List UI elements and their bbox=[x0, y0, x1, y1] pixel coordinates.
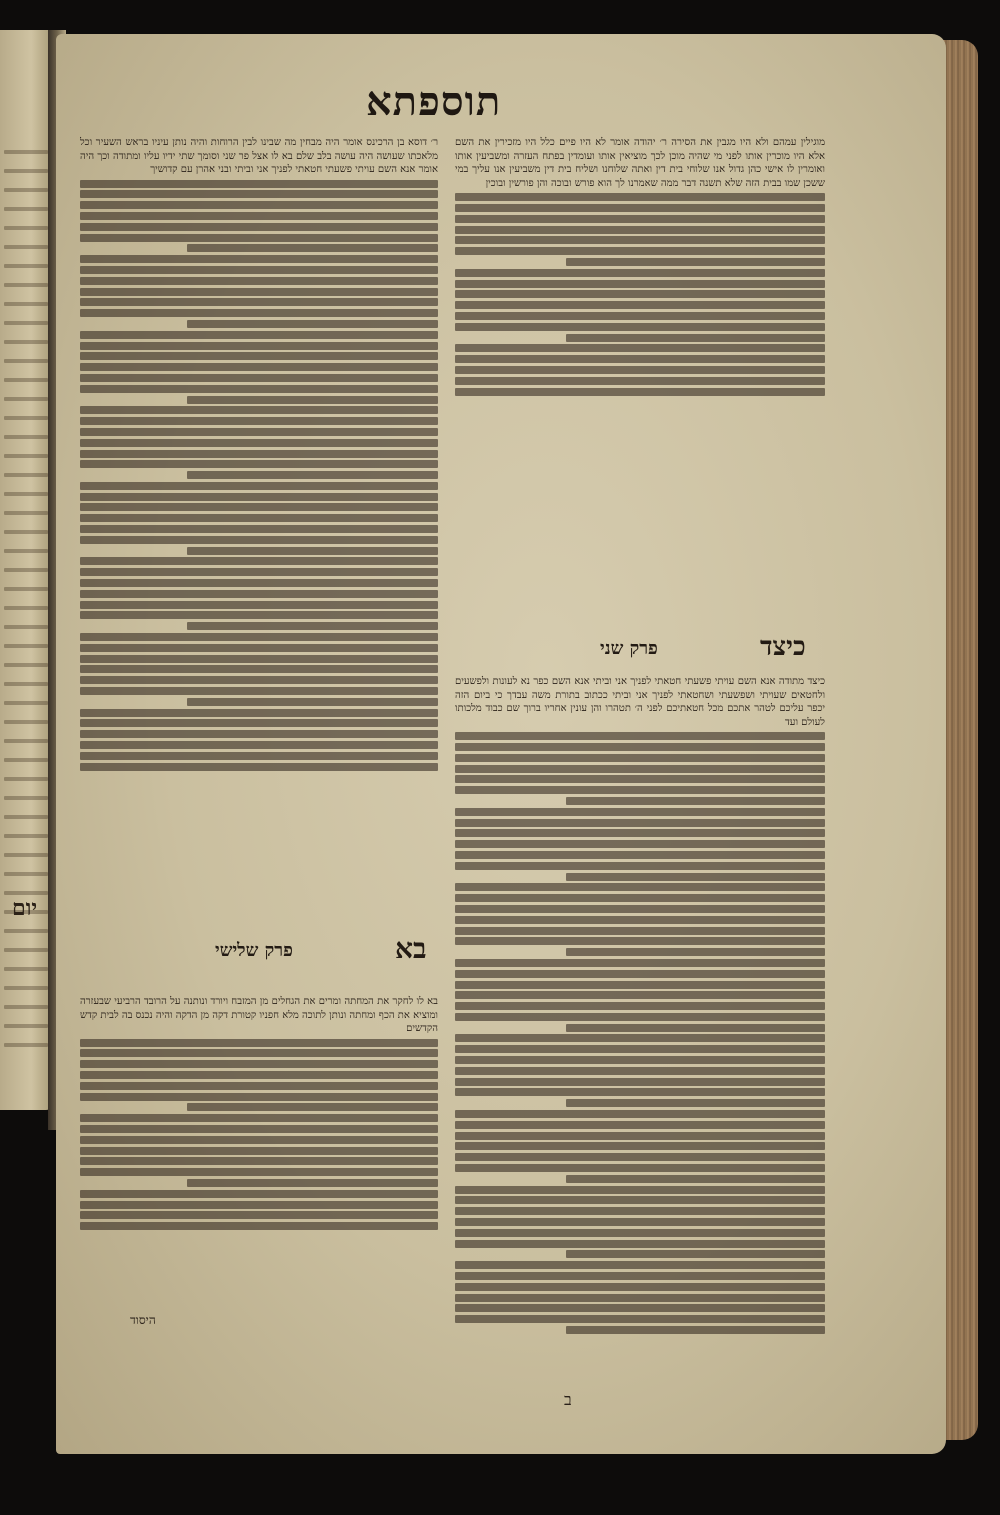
text-line-texture bbox=[455, 1034, 825, 1042]
text-line-texture bbox=[455, 1294, 825, 1302]
text-line-texture bbox=[187, 396, 438, 404]
text-line-texture bbox=[455, 377, 825, 385]
column-end-word: היסוד bbox=[130, 1313, 156, 1327]
text-line-texture bbox=[455, 981, 825, 989]
text-line-texture bbox=[80, 590, 438, 598]
text-line-texture bbox=[80, 568, 438, 576]
right-column-top-text: מוגילין עמהם ולא היו מגבין את הסירה ר׳ יהודה אומר לא היו פיים כלל היו מזכירין את השם אלא היו מוכרין אותו לפני מי שהיה מוכן לכך מוציאין אותו ועומדין בפתח העזרה ומשביעין אותו ואומרין לו אישי כהן גדול אנו שלוחי בית דין ואתה שלוחנו ושליח בית דין משביעין אנו עליך במי ששכן שמו בבית הזה שלא תשנה דבר ממה שאמרנו לך הוא פורש ובוכה והן פורשין ובוכין bbox=[455, 137, 825, 189]
text-line-texture bbox=[455, 1110, 825, 1118]
text-line-texture bbox=[455, 1013, 825, 1021]
text-line-texture bbox=[80, 223, 438, 231]
left-page-text-lines bbox=[4, 150, 48, 990]
text-line-texture bbox=[455, 355, 825, 363]
chapter-three-heading: פרק שלישי bbox=[215, 940, 293, 961]
text-line-texture bbox=[80, 277, 438, 285]
left-column-top bbox=[80, 136, 438, 946]
text-line-texture bbox=[455, 1304, 825, 1312]
text-line-texture bbox=[80, 1211, 438, 1219]
text-line-texture bbox=[455, 323, 825, 331]
text-line-texture bbox=[455, 1283, 825, 1291]
text-line-texture bbox=[455, 1002, 825, 1010]
text-line-texture bbox=[80, 525, 438, 533]
text-line-texture bbox=[80, 460, 438, 468]
text-line-texture bbox=[80, 503, 438, 511]
text-line-texture bbox=[80, 514, 438, 522]
text-line-texture bbox=[80, 709, 438, 717]
text-line-texture bbox=[80, 234, 438, 242]
text-line-texture bbox=[80, 493, 438, 501]
text-line-texture bbox=[455, 236, 825, 244]
chapter-three-opening-word: בא bbox=[395, 932, 427, 965]
left-page-word: יום bbox=[12, 895, 38, 921]
text-line-texture bbox=[80, 1222, 438, 1230]
text-line-texture bbox=[455, 894, 825, 902]
text-line-texture bbox=[80, 1201, 438, 1209]
text-line-texture bbox=[187, 471, 438, 479]
text-line-texture bbox=[455, 1088, 825, 1096]
text-line-texture bbox=[187, 622, 438, 630]
text-line-texture bbox=[80, 579, 438, 587]
text-line-texture bbox=[455, 312, 825, 320]
text-line-texture bbox=[455, 1186, 825, 1194]
text-line-texture bbox=[80, 1168, 438, 1176]
right-column-top bbox=[455, 136, 825, 468]
chapter-two-opening-word: כיצד bbox=[760, 632, 806, 662]
text-line-texture bbox=[80, 406, 438, 414]
text-line-texture bbox=[80, 611, 438, 619]
text-line-texture bbox=[455, 193, 825, 201]
text-line-texture bbox=[455, 970, 825, 978]
text-line-texture bbox=[455, 1045, 825, 1053]
text-line-texture bbox=[80, 763, 438, 771]
text-line-texture bbox=[187, 547, 438, 555]
text-line-texture bbox=[187, 698, 438, 706]
left-column-bottom-text: בא לו לחקר את המחתה ומרים את הגחלים מן המזבח ויורד ונותנה על הרובד הרביעי שבעזרה ומוציא את הכף ומחתה ונותן לתוכה מלא חפניו קטורת דקה מן הדקה והיה נכנס בה לבית קדש הקדשים bbox=[80, 996, 438, 1035]
text-line-texture bbox=[80, 1147, 438, 1155]
text-line-texture bbox=[455, 991, 825, 999]
text-line-texture bbox=[455, 366, 825, 374]
text-line-texture bbox=[455, 344, 825, 352]
left-column-top-text: ר׳ דוסא בן הרכינס אומר היה מבחין מה שבינו לבין הרוחות והיה נותן עיניו בראש השעיר וכל מלאכתו שעושה היה עושה בלב שלם בא לו אצל פר שני וסומך שתי ידיו עליו ומתודה וכך היה אומר אנא השם עויתי פשעתי חטאתי לפניך אני וביתי ובני אהרן עם קדושיך bbox=[80, 137, 438, 176]
text-line-texture bbox=[80, 719, 438, 727]
text-line-texture bbox=[455, 743, 825, 751]
text-line-texture bbox=[80, 266, 438, 274]
text-line-texture bbox=[80, 1157, 438, 1165]
text-line-texture bbox=[566, 948, 825, 956]
text-line-texture bbox=[80, 180, 438, 188]
text-line-texture bbox=[455, 1315, 825, 1323]
text-line-texture bbox=[80, 687, 438, 695]
text-line-texture bbox=[80, 342, 438, 350]
text-line-texture bbox=[80, 730, 438, 738]
text-line-texture bbox=[80, 288, 438, 296]
text-line-texture bbox=[455, 1261, 825, 1269]
text-line-texture bbox=[455, 1207, 825, 1215]
text-line-texture bbox=[455, 851, 825, 859]
text-line-texture bbox=[566, 1326, 825, 1334]
left-page-edge bbox=[0, 30, 52, 1110]
text-line-texture bbox=[80, 1114, 438, 1122]
text-line-texture bbox=[455, 1229, 825, 1237]
text-line-texture bbox=[455, 247, 825, 255]
text-line-texture bbox=[80, 1049, 438, 1057]
text-line-texture bbox=[80, 655, 438, 663]
text-line-texture bbox=[566, 1175, 825, 1183]
text-line-texture bbox=[80, 201, 438, 209]
text-line-texture bbox=[566, 1250, 825, 1258]
text-line-texture bbox=[80, 352, 438, 360]
text-line-texture bbox=[455, 1056, 825, 1064]
text-line-texture bbox=[455, 226, 825, 234]
text-line-texture bbox=[455, 808, 825, 816]
text-line-texture bbox=[455, 916, 825, 924]
text-line-texture bbox=[455, 937, 825, 945]
text-line-texture bbox=[455, 840, 825, 848]
text-line-texture bbox=[455, 1078, 825, 1086]
text-line-texture bbox=[80, 363, 438, 371]
text-line-texture bbox=[80, 1093, 438, 1101]
text-line-texture bbox=[566, 1099, 825, 1107]
text-line-texture bbox=[80, 385, 438, 393]
text-line-texture bbox=[80, 752, 438, 760]
chapter-two-heading: פרק שני bbox=[600, 638, 658, 659]
text-line-texture bbox=[80, 644, 438, 652]
text-line-texture bbox=[455, 959, 825, 967]
text-line-texture bbox=[566, 1024, 825, 1032]
text-line-texture bbox=[80, 450, 438, 458]
text-line-texture bbox=[455, 280, 825, 288]
text-line-texture bbox=[455, 1132, 825, 1140]
text-line-texture bbox=[80, 1190, 438, 1198]
left-column-bottom bbox=[80, 995, 438, 1305]
text-line-texture bbox=[455, 883, 825, 891]
text-line-texture bbox=[455, 1196, 825, 1204]
text-line-texture bbox=[566, 797, 825, 805]
text-line-texture bbox=[455, 775, 825, 783]
text-line-texture bbox=[455, 388, 825, 396]
text-line-texture bbox=[80, 1125, 438, 1133]
right-column-bottom-text: כיצד מתודה אנא השם עויתי פשעתי חטאתי לפניך אני וביתי אנא השם כפר נא לעונות ולפשעים ולחטאים שעויתי ושפשעתי ושחטאתי לפניך אני וביתי ככתוב בתורת משה עבדך כי ביום הזה יכפר עליכם לטהר אתכם מכל חטאתיכם לפני ה׳ תטהרו והן עונין אחריו ברוך שם כבוד מלכותו לעולם ועד bbox=[455, 676, 825, 728]
text-line-texture bbox=[455, 290, 825, 298]
text-line-texture bbox=[455, 927, 825, 935]
text-line-texture bbox=[566, 334, 825, 342]
text-line-texture bbox=[455, 1164, 825, 1172]
text-line-texture bbox=[80, 536, 438, 544]
text-line-texture bbox=[80, 298, 438, 306]
text-line-texture bbox=[80, 741, 438, 749]
text-line-texture bbox=[80, 633, 438, 641]
text-line-texture bbox=[80, 1039, 438, 1047]
text-line-texture bbox=[455, 269, 825, 277]
text-line-texture bbox=[455, 1153, 825, 1161]
text-line-texture bbox=[80, 557, 438, 565]
text-line-texture bbox=[80, 428, 438, 436]
text-line-texture bbox=[80, 212, 438, 220]
text-line-texture bbox=[455, 1142, 825, 1150]
text-line-texture bbox=[80, 309, 438, 317]
right-column-bottom bbox=[455, 675, 825, 1515]
text-line-texture bbox=[80, 190, 438, 198]
text-line-texture bbox=[187, 320, 438, 328]
text-line-texture bbox=[455, 829, 825, 837]
text-line-texture bbox=[455, 862, 825, 870]
text-line-texture bbox=[455, 1272, 825, 1280]
text-line-texture bbox=[80, 1060, 438, 1068]
text-line-texture bbox=[455, 204, 825, 212]
text-line-texture bbox=[455, 1067, 825, 1075]
text-line-texture bbox=[455, 1121, 825, 1129]
text-line-texture bbox=[455, 1218, 825, 1226]
text-line-texture bbox=[455, 754, 825, 762]
text-line-texture bbox=[455, 215, 825, 223]
text-line-texture bbox=[80, 482, 438, 490]
text-line-texture bbox=[455, 301, 825, 309]
text-line-texture bbox=[80, 1136, 438, 1144]
text-line-texture bbox=[187, 244, 438, 252]
text-line-texture bbox=[455, 732, 825, 740]
text-line-texture bbox=[187, 1103, 438, 1111]
text-line-texture bbox=[80, 1071, 438, 1079]
text-line-texture bbox=[187, 1179, 438, 1187]
text-line-texture bbox=[80, 665, 438, 673]
text-line-texture bbox=[80, 601, 438, 609]
text-line-texture bbox=[80, 331, 438, 339]
text-line-texture bbox=[455, 1240, 825, 1248]
text-line-texture bbox=[80, 417, 438, 425]
page-signature-mark: ב bbox=[564, 1390, 572, 1409]
text-line-texture bbox=[80, 255, 438, 263]
page-title: תוספתא bbox=[366, 78, 502, 125]
text-line-texture bbox=[566, 258, 825, 266]
text-line-texture bbox=[455, 819, 825, 827]
text-line-texture bbox=[455, 786, 825, 794]
text-line-texture bbox=[80, 439, 438, 447]
text-line-texture bbox=[80, 374, 438, 382]
text-line-texture bbox=[80, 676, 438, 684]
text-line-texture bbox=[455, 765, 825, 773]
text-line-texture bbox=[566, 873, 825, 881]
text-line-texture bbox=[80, 1082, 438, 1090]
text-line-texture bbox=[455, 905, 825, 913]
